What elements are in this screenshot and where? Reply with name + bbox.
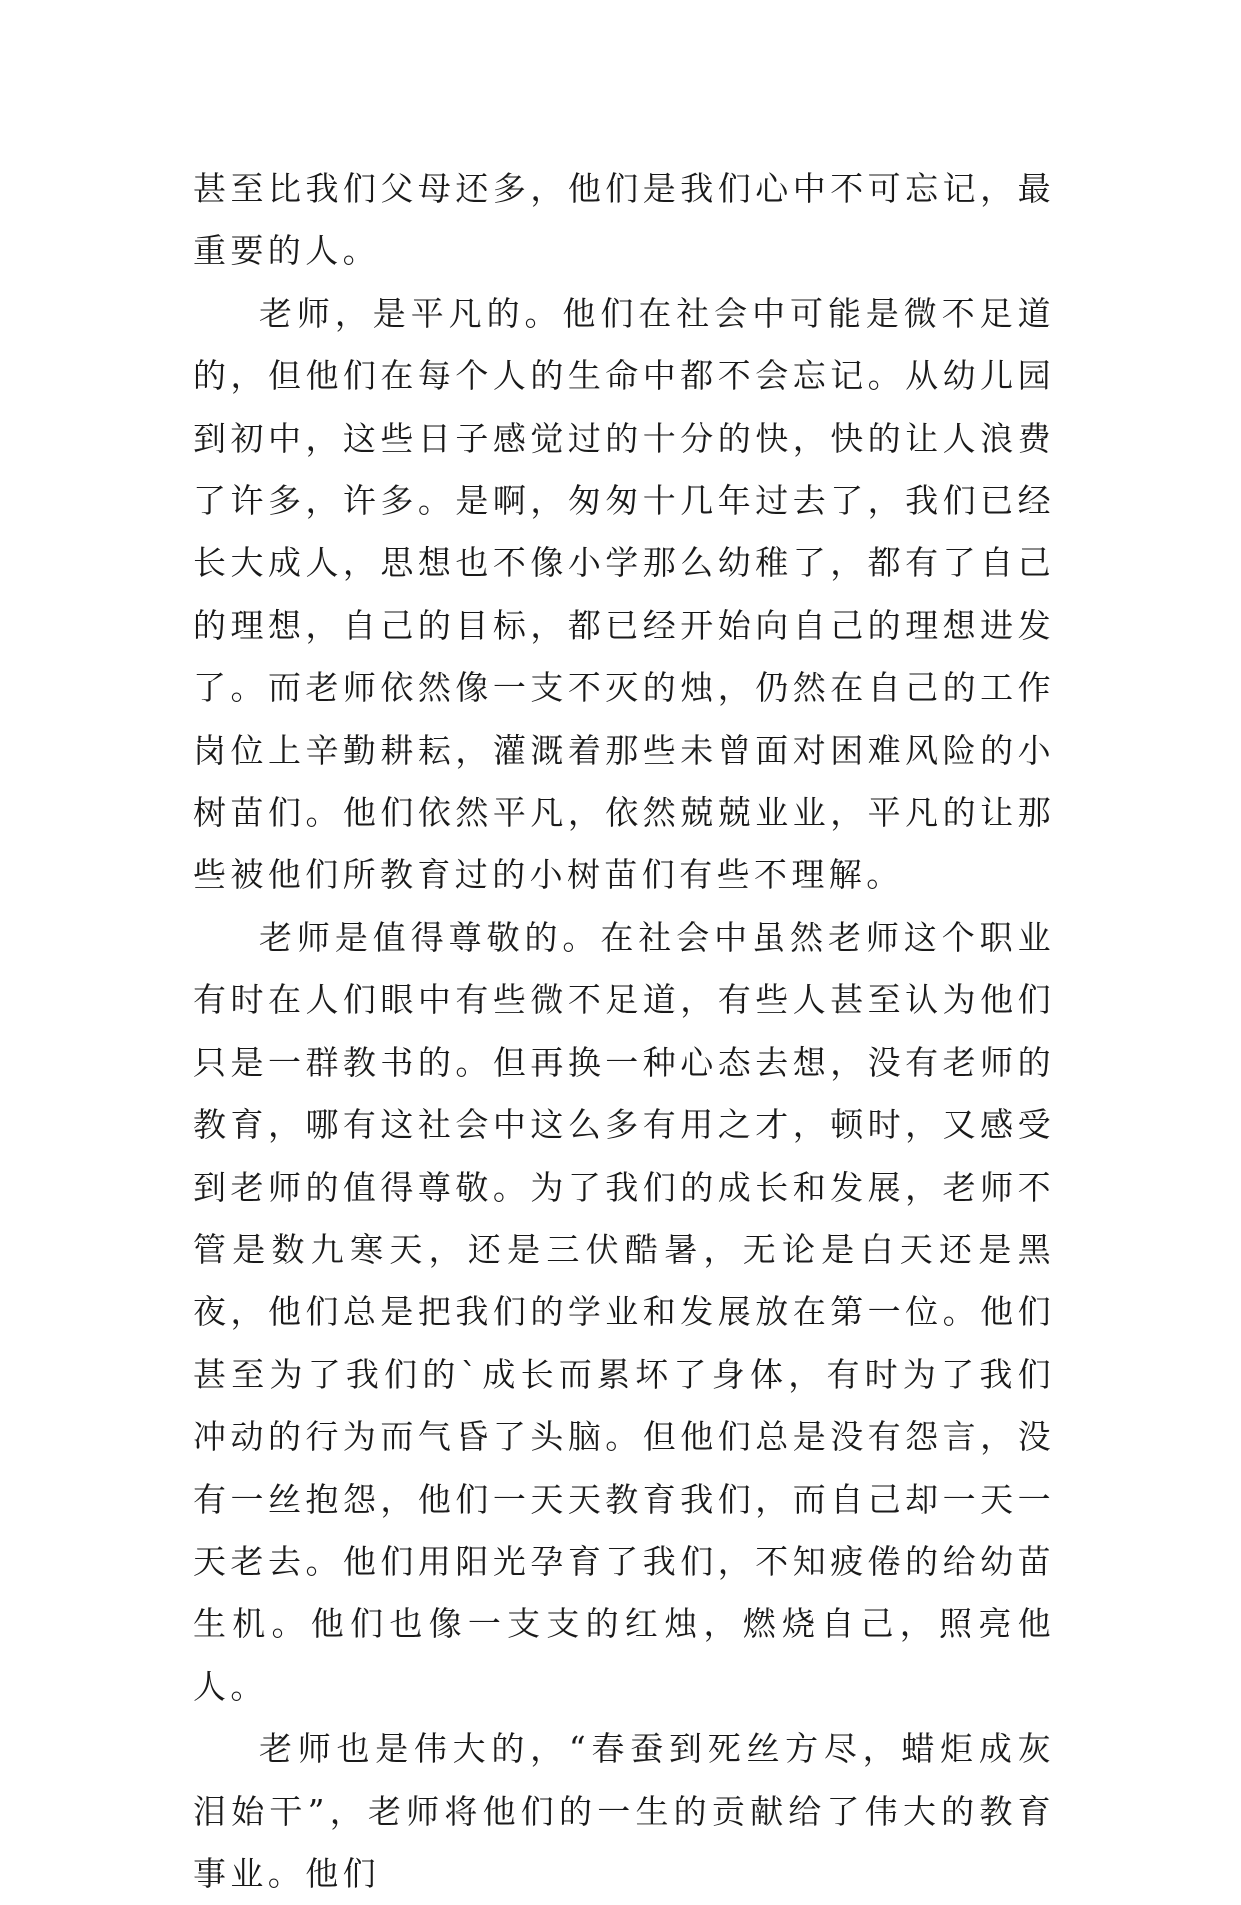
document-body [193,158,1055,1905]
paragraph-3: 老师是值得尊敬的。在社会中虽然老师这个职业有时在人们眼中有些微不足道，有些人甚至认为他们只是一群教书的。但再换一种心态去想，没有老师的教育，哪有这社会中这么多有用之才，顿时，又感受到老师的值得尊敬。为了我们的成长和发展，老师不管是数九寒天，还是三伏酷暑，无论是白天还是黑夜，他们总是把我们的学业和发展放在第一位。他们甚至为了我们的`成长而累坏了身体，有时为了我们冲动的行为而气昏了头脑。但他们总是没有怨言，没有一丝抱怨，他们一天天教育我们，而自己却一天一天老去。他们用阳光孕育了我们，不知疲倦的给幼苗生机。他们也像一支支的红烛，燃烧自己，照亮他人。 [193,917,1055,1706]
paragraph-4: 老师也是伟大的，“春蚕到死丝方尽，蜡炬成灰泪始干”，老师将他们的一生的贡献给了伟大的教育事业。他们 [193,1729,1055,1893]
paragraph-1: 甚至比我们父母还多，他们是我们心中不可忘记，最重要的人。 [193,169,1055,271]
paragraph-2: 老师，是平凡的。他们在社会中可能是微不足道的，但他们在每个人的生命中都不会忘记。从幼儿园到初中，这些日子感觉过的十分的快，快的让人浪费了许多，许多。是啊，匆匆十几年过去了，我们已经长大成人，思想也不像小学那么幼稚了，都有了自己的理想，自己的目标，都已经开始向自己的理想进发了。而老师依然像一支不灭的烛，仍然在自己的工作岗位上辛勤耕耘，灌溉着那些未曾面对困难风险的小树苗们。他们依然平凡，依然兢兢业业，平凡的让那些被他们所教育过的小树苗们有些不理解。 [193,293,1055,895]
